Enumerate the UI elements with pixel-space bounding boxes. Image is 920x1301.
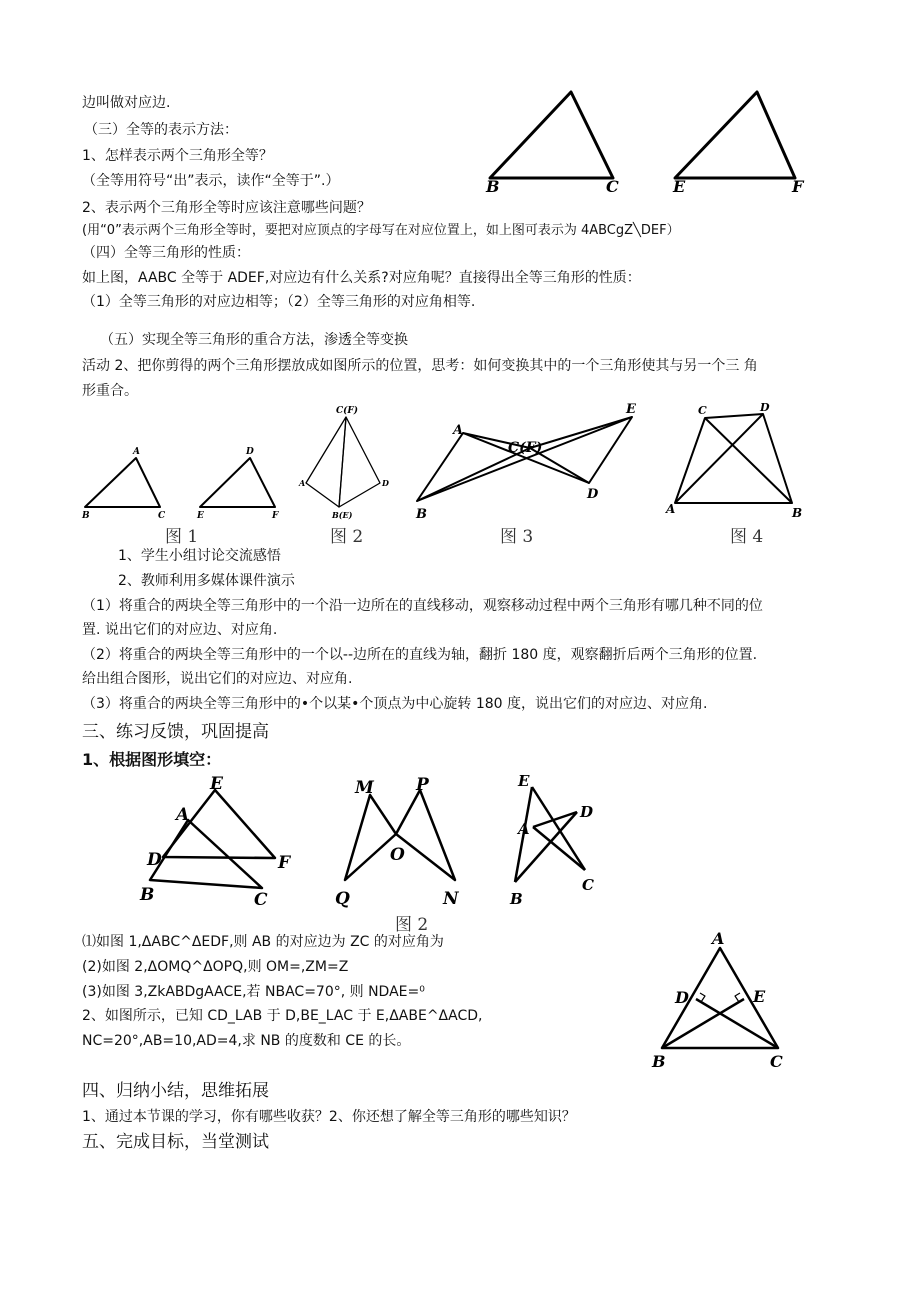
label-m: M <box>355 778 374 798</box>
triangle-abc <box>490 92 613 178</box>
text-line: （全等用符号“出”表示，读作“全等于”.） <box>82 173 340 189</box>
label-cf: C(F) <box>336 406 359 416</box>
label-e: E <box>753 987 766 1006</box>
line-cd <box>696 999 778 1048</box>
label-b: B <box>792 506 803 520</box>
text-line: 1、学生小组讨论交流感悟 <box>118 548 281 564</box>
label-c: C <box>770 1052 783 1071</box>
text-line: (2)如图 2,ΔOMQ^ΔOPQ,则 OM=,ZM=Z <box>82 959 349 975</box>
fig4-quad <box>675 414 792 503</box>
label-c: C <box>698 404 707 417</box>
label-c: C <box>158 511 166 521</box>
triangle-def <box>675 92 795 178</box>
label-b: B <box>652 1052 666 1071</box>
section-heading: 四、归纳小结，思维拓展 <box>82 1081 269 1101</box>
label-e: E <box>626 402 636 417</box>
label-a: A <box>666 502 676 516</box>
text-line: 形重合。 <box>82 383 138 399</box>
label-f: F <box>278 853 291 873</box>
text-line: 边叫做对应边. <box>82 95 171 111</box>
exercise-figures <box>130 770 610 910</box>
fig1-triangle-def <box>200 458 275 507</box>
fig3-line-be <box>417 417 632 501</box>
section-heading: 1、根据图形填空： <box>82 750 222 769</box>
transform-figures <box>80 400 803 522</box>
ex1-triangle-abc <box>150 820 262 888</box>
text-line: （2）将重合的两块全等三角形中的一个以--边所在的直线为轴，翻折 180 度，观察翻折后两个三角形的位置. <box>82 647 758 663</box>
label-a: A <box>453 423 464 438</box>
label-q: Q <box>335 889 350 909</box>
fig1-triangle-abc <box>85 458 160 507</box>
text-line: （1）将重合的两块全等三角形中的一个沿一边所在的直线移动，观察移动过程中两个三角形有哪几种不同的位 <box>82 598 763 614</box>
section-heading: （五）实现全等三角形的重合方法，渗透全等变换 <box>100 332 408 348</box>
fig2-triangle-right <box>339 417 380 507</box>
label-a: A <box>133 447 140 457</box>
text-line: ⑴如图 1,ΔABC^ΔEDF,则 AB 的对应边为 ZC 的对应角为 <box>82 934 444 950</box>
label-c: C <box>606 177 619 196</box>
label-d: D <box>147 850 162 870</box>
triangles-abc-def-figure <box>470 80 810 200</box>
label-b: B <box>416 507 427 522</box>
section-heading: 三、练习反馈，巩固提高 <box>82 722 269 742</box>
ex3-line-ec <box>532 787 585 870</box>
text-line: (3)如图 3,ZkABDgAACE,若 NBAC=70°, 则 NDAE=⁰ <box>82 984 425 1000</box>
text-line: 置. 说出它们的对应边、对应角. <box>82 622 278 638</box>
label-b: B <box>486 177 500 196</box>
text-line: （3）将重合的两块全等三角形中的•个以某•个顶点为中心旋转 180 度，说出它们的对应边、对应角. <box>82 696 708 712</box>
problem2-figure <box>640 930 790 1075</box>
text-line: 给出组合图形，说出它们的对应边、对应角. <box>82 671 353 687</box>
label-b: B <box>510 890 523 908</box>
label-e: E <box>210 774 223 794</box>
label-be: B(E) <box>332 510 353 520</box>
label-b: B <box>82 511 90 521</box>
ex2-triangle-opn <box>396 790 455 880</box>
label-d: D <box>580 803 594 821</box>
label-d: D <box>760 401 770 414</box>
label-d: D <box>382 478 389 488</box>
label-d: D <box>587 487 599 502</box>
figure-caption: 图 1 <box>165 527 199 547</box>
figure-caption: 图 2 <box>330 527 364 547</box>
label-n: N <box>443 889 459 909</box>
text-line: 1、通过本节课的学习，你有哪些收获？2、你还想了解全等三角形的哪些知识？ <box>82 1109 576 1125</box>
fig4-diag-ac <box>675 414 763 503</box>
label-d: D <box>675 988 689 1007</box>
label-cf: C(F) <box>508 440 543 456</box>
label-a: A <box>176 805 190 825</box>
text-line: 2、如图所示，已知 CD_LAB 于 D,BE_LAC 于 E,ΔABE^ΔACD, <box>82 1008 483 1024</box>
label-e: E <box>197 511 204 521</box>
label-a: A <box>518 820 530 838</box>
label-o: O <box>390 845 405 865</box>
label-d: D <box>246 447 254 457</box>
figure-caption: 图 2 <box>395 915 429 935</box>
label-e: E <box>673 177 686 196</box>
label-e: E <box>518 772 530 790</box>
section-heading: （四）全等三角形的性质： <box>82 245 250 261</box>
label-b: B <box>140 885 155 905</box>
section-heading: 五、完成目标，当堂测试 <box>82 1132 269 1152</box>
label-a: A <box>299 478 306 488</box>
text-line: 2、表示两个三角形全等时应该注意哪些问题？ <box>82 200 371 216</box>
label-c: C <box>582 876 594 894</box>
text-line: 1、怎样表示两个三角形全等？ <box>82 148 273 164</box>
label-p: P <box>416 775 429 795</box>
figure-caption: 图 4 <box>730 527 764 547</box>
text-line: 活动 2、把你剪得的两个三角形摆放成如图所示的位置，思考：如何变换其中的一个三角形使其与另一个三 角 <box>82 358 758 374</box>
figure-caption: 图 3 <box>500 527 534 547</box>
section-heading: （三）全等的表示方法： <box>84 122 238 138</box>
text-line: 如上图，AABC 全等于 ADEF,对应边有什么关系?对应角呢？直接得出全等三角形的性质： <box>82 270 641 286</box>
ex2-triangle-omq <box>345 795 396 880</box>
label-c: C <box>254 890 268 910</box>
text-line: （1）全等三角形的对应边相等；（2）全等三角形的对应角相等. <box>82 294 476 310</box>
label-f: F <box>792 177 804 196</box>
text-line: (用“0”表示两个三角形全等时，要把对应顶点的字母写在对应位置上，如上图可表示为 4ABCgZ╲DEF） <box>82 223 680 238</box>
text-line: 2、教师利用多媒体课件演示 <box>118 573 295 589</box>
text-line: NC=20°,AB=10,AD=4,求 NB 的度数和 CE 的长。 <box>82 1033 411 1049</box>
label-a: A <box>712 929 725 948</box>
label-f: F <box>272 511 279 521</box>
